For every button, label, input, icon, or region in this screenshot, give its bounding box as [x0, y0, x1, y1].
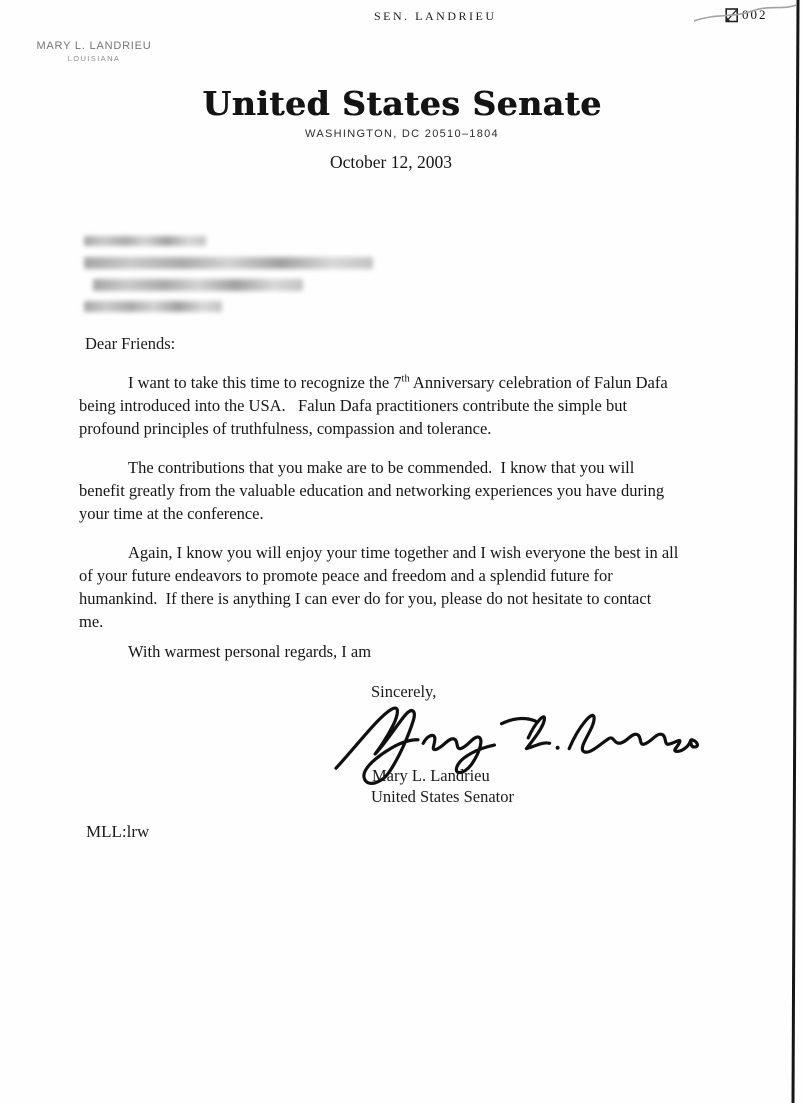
letterhead-senator-name: MARY L. LANDRIEU — [36, 40, 152, 52]
recipient-address-redacted — [84, 236, 373, 312]
paragraph-3-line-3: humankind. If there is anything I can ever do for you, please do not hesitate to contact — [79, 589, 652, 608]
closing-line: With warmest personal regards, I am — [128, 642, 372, 661]
fax-page-number: 002 — [742, 7, 768, 22]
paragraph-3-line-1: Again, I know you will enjoy your time together and I wish everyone the best in all — [128, 543, 679, 562]
redacted-address-line — [84, 257, 373, 269]
paragraph-2 — [79, 456, 751, 525]
paragraph-3-line-4: me. — [79, 612, 104, 631]
letterhead-title: United States Senate — [202, 84, 602, 123]
paragraph-2-line-3: your time at the conference. — [79, 504, 264, 523]
closing-paragraph — [79, 640, 751, 663]
paragraph-2-line-2: benefit greatly from the valuable education and networking experiences you have during — [79, 481, 665, 500]
reference-initials: MLL:lrw — [86, 822, 150, 841]
redacted-address-line — [93, 279, 303, 291]
letterhead-senator-block — [24, 40, 164, 63]
redacted-address-line — [84, 236, 206, 246]
redacted-address-line — [84, 301, 222, 312]
valediction: Sincerely, — [371, 682, 437, 701]
letter-date: October 12, 2003 — [330, 152, 452, 172]
typed-signer-title: United States Senator — [371, 787, 514, 806]
letterhead-senator-state: LOUISIANA — [67, 54, 121, 63]
typed-signer-name: Mary L. Landrieu — [372, 766, 490, 785]
letterhead-address: WASHINGTON, DC 20510–1804 — [305, 128, 499, 140]
paragraph-1-line-1: I want to take this time to recognize the 7th Anniversary celebration of Falun Dafa — [128, 373, 668, 392]
paragraph-1-line-3: profound principles of truthfulness, compassion and tolerance. — [79, 419, 492, 438]
fax-sender-label: SEN. LANDRIEU — [374, 9, 497, 23]
paragraph-1-line-2: being introduced into the USA. Falun Dafa practitioners contribute the simple but — [79, 396, 628, 415]
paragraph-1 — [79, 371, 751, 440]
scan-squiggle-artifact — [694, 1, 796, 27]
superscript-th: th — [401, 373, 410, 385]
paragraph-3 — [79, 541, 751, 633]
salutation: Dear Friends: — [85, 334, 176, 353]
paragraph-2-line-1: The contributions that you make are to be commended. I know that you will — [128, 458, 635, 477]
paragraph-3-line-2: of your future endeavors to promote peace and freedom and a splendid future for — [79, 566, 613, 585]
